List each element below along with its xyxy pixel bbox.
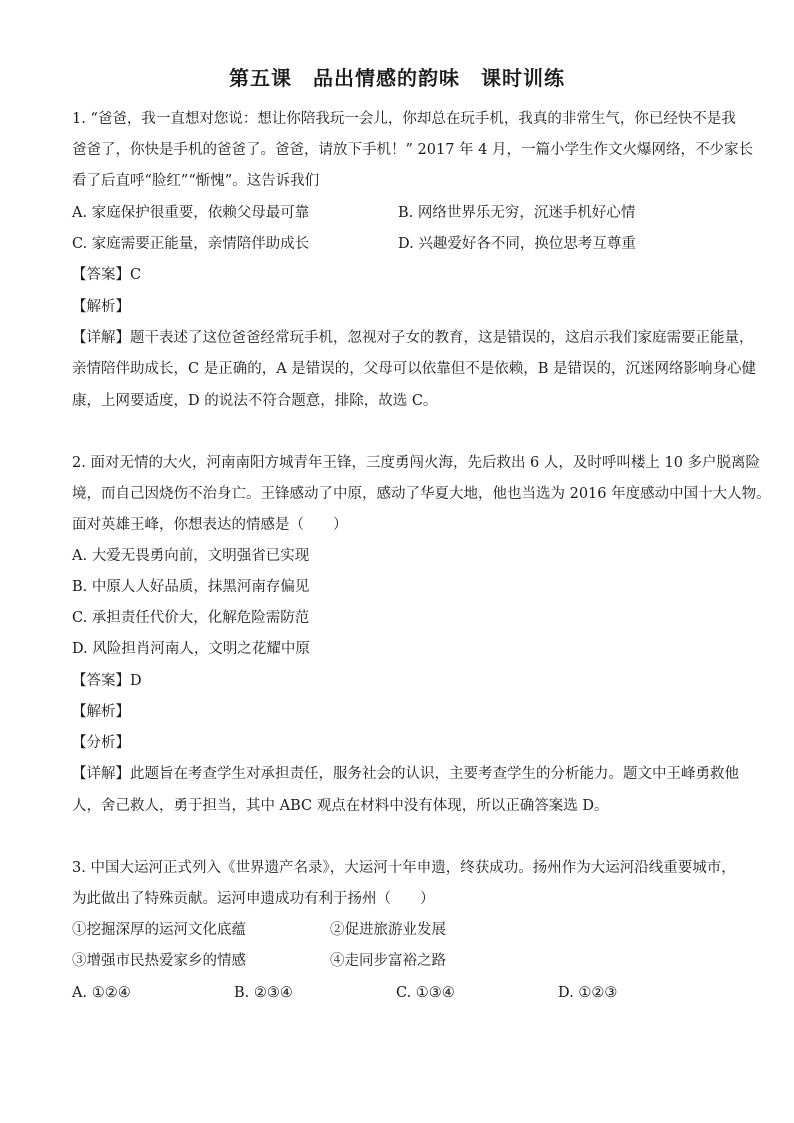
q1-stem-line-3: 看了后直呼“脸红”“惭愧”。这告诉我们 [72,173,320,189]
q1-option-b: B. 网络世界乐无穷，沉迷手机好心情 [398,205,636,221]
q1-option-c: C. 家庭需要正能量，亲情陪伴助成长 [72,236,310,252]
q2-analysis-label: 【解析】 [72,704,130,720]
q2-option-c: C. 承担责任代价大，化解危险需防范 [72,610,310,626]
q3-option-d: D. ①②③ [558,985,618,1001]
q2-option-a: A. 大爱无畏勇向前，文明强省已实现 [72,548,310,564]
q3-statement-3: ③增强市民热爱家乡的情感 [72,953,246,969]
q1-detail-line-2: 亲情陪伴助成长，C 是正确的，A 是错误的，父母可以依靠但不是依赖，B 是错误的，沉迷网络影响身心健 [72,361,757,377]
q3-statement-1: ①挖掘深厚的运河文化底蕴 [72,922,246,938]
q3-statement-4: ④走同步富裕之路 [330,953,446,969]
q1-detail-line-1: 【详解】题干表述了这位爸爸经常玩手机，忽视对子女的教育，这是错误的，这启示我们家庭需要正能量， [72,330,754,346]
q2-fenxi-label: 【分析】 [72,735,130,751]
q1-analysis-label: 【解析】 [72,299,130,315]
q1-stem-line-1: 1. “爸爸，我一直想对您说：想让你陪我玩一会儿，你却总在玩手机，我真的非常生气，你已经快不是我 [72,111,736,127]
q2-stem-line-2: 境，而自己因烧伤不治身亡。王锋感动了中原，感动了华夏大地，他也当选为 2016 年度感动中国十大人物。 [72,486,771,502]
q1-option-a: A. 家庭保护很重要，依赖父母最可靠 [72,205,310,221]
q2-option-b: B. 中原人人好品质，抹黑河南存偏见 [72,579,310,595]
q2-option-d: D. 风险担肖河南人，文明之花耀中原 [72,641,310,657]
q3-stem-line-2: 为此做出了特殊贡献。运河申遗成功有利于扬州（ ） [72,891,435,907]
q1-detail-line-3: 康，上网要适度，D 的说法不符合题意，排除，故选 C。 [72,393,438,409]
q3-stem-line-1: 3. 中国大运河正式列入《世界遗产名录》，大运河十年申遗，终获成功。扬州作为大运河沿线重要城市， [72,860,736,876]
q2-answer: 【答案】D [72,673,142,689]
q2-detail-line-1: 【详解】此题旨在考查学生对承担责任，服务社会的认识，主要考查学生的分析能力。题文中王峰勇救他 [72,766,739,782]
q3-statement-2: ②促进旅游业发展 [330,922,446,938]
q2-stem-line-1: 2. 面对无情的大火，河南南阳方城青年王锋，三度勇闯火海，先后救出 6 人，及时呼叫楼上 10 多户脱离险 [72,455,761,471]
q1-stem-line-2: 爸爸了，你快是手机的爸爸了。爸爸，请放下手机！” 2017 年 4 月，一篇小学生作文火爆网络，不少家长 [72,142,753,158]
page-title: 第五课 品出情感的韵味 课时训练 [229,66,565,90]
q2-stem-line-3: 面对英雄王峰，你想表达的情感是（ ） [72,517,348,533]
q1-option-d: D. 兴趣爱好各不同，换位思考互尊重 [398,236,636,252]
q1-answer: 【答案】C [72,267,142,283]
q3-option-b: B. ②③④ [234,985,293,1001]
q2-detail-line-2: 人，舍己救人，勇于担当，其中 ABC 观点在材料中没有体现，所以正确答案选 D。 [72,798,609,814]
q3-option-c: C. ①③④ [396,985,455,1001]
q3-option-a: A. ①②④ [72,985,131,1001]
